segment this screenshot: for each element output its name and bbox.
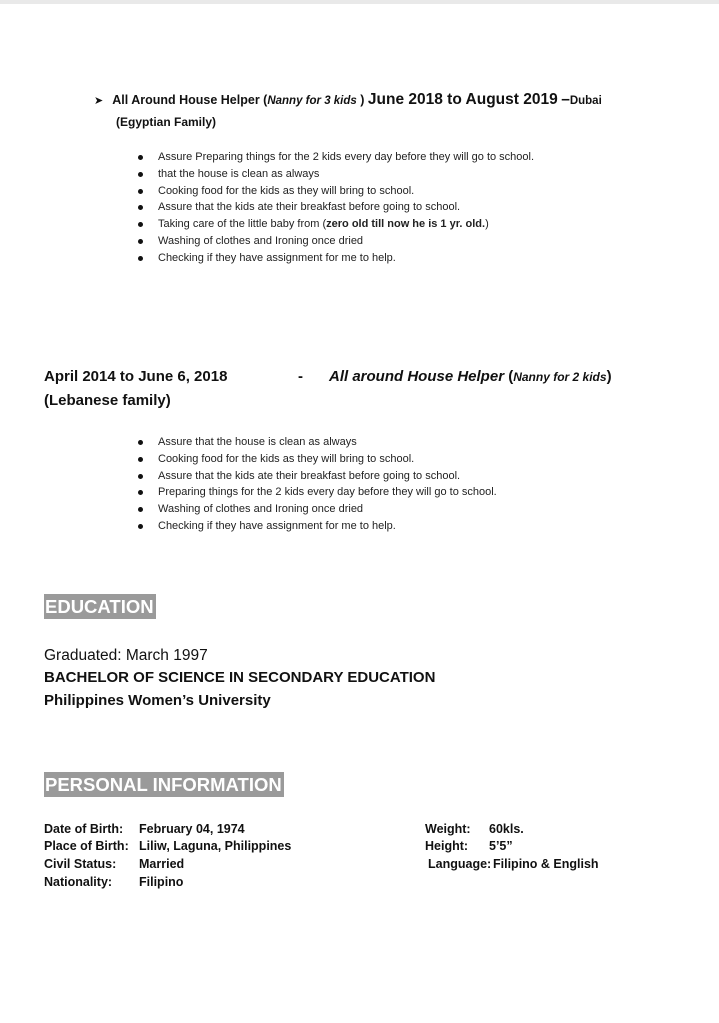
job1-title: All Around House Helper — [112, 93, 260, 107]
bullet-icon — [138, 474, 143, 479]
list-item: Cooking food for the kids as they will bring to school. — [138, 183, 534, 200]
nationality-value: Filipino — [139, 875, 184, 889]
bullet-icon — [138, 239, 143, 244]
list-item: Preparing things for the 2 kids every day before they will go to school. — [138, 484, 497, 501]
job2-duties-list — [138, 434, 497, 535]
language-label: Language: — [428, 857, 492, 871]
job1-duties-list — [138, 149, 534, 267]
civil-status-label: Civil Status: — [44, 857, 117, 871]
bullet-icon — [138, 490, 143, 495]
bullet-icon — [138, 205, 143, 210]
weight-value: 60kls. — [489, 822, 524, 836]
job2-dash: - — [298, 368, 303, 385]
bullet-icon — [138, 172, 143, 177]
list-item: Assure that the kids ate their breakfast before going to school. — [138, 199, 534, 216]
job1-location: Dubai — [569, 95, 602, 107]
bullet-icon — [138, 222, 143, 227]
job1-dates: June 2018 to August 2019 — [367, 91, 558, 108]
bullet-icon — [138, 507, 143, 512]
job1-family: (Egyptian Family) — [116, 115, 217, 129]
weight-label: Weight: — [425, 822, 471, 836]
education-header: EDUCATION — [45, 596, 154, 617]
height-label: Height: — [425, 839, 469, 853]
pob-label: Place of Birth: — [44, 839, 129, 853]
list-item: that the house is clean as always — [138, 166, 534, 183]
bullet-icon — [138, 457, 143, 462]
personal-info-header: PERSONAL INFORMATION — [45, 774, 282, 795]
job2-family: (Lebanese family) — [44, 392, 171, 409]
list-item: Cooking food for the kids as they will bring to school. — [138, 451, 497, 468]
bullet-icon — [138, 155, 143, 160]
list-item: Washing of clothes and Ironing once dried — [138, 233, 534, 250]
job1-note: Nanny for 3 kids — [267, 95, 357, 107]
education-graduated: Graduated: March 1997 — [44, 647, 208, 664]
language-value: Filipino & English — [493, 857, 599, 871]
bullet-icon — [138, 440, 143, 445]
dob-label: Date of Birth: — [44, 822, 124, 836]
job2-heading: All around House Helper (Nanny for 2 kids) — [329, 368, 612, 385]
bullet-icon — [138, 524, 143, 529]
pob-value: Liliw, Laguna, Philippines — [139, 839, 292, 853]
dob-value: February 04, 1974 — [139, 822, 245, 836]
education-school: Philippines Women’s University — [44, 692, 271, 709]
list-item: Assure that the house is clean as always — [138, 434, 497, 451]
bullet-icon — [138, 256, 143, 261]
education-degree: BACHELOR OF SCIENCE IN SECONDARY EDUCATION — [44, 669, 436, 686]
civil-status-value: Married — [139, 857, 185, 871]
list-item: Checking if they have assignment for me to help. — [138, 250, 534, 267]
list-item: Assure that the kids ate their breakfast before going to school. — [138, 468, 497, 485]
list-item: Checking if they have assignment for me to help. — [138, 518, 497, 535]
nationality-label: Nationality: — [44, 875, 113, 889]
list-item: Washing of clothes and Ironing once dried — [138, 501, 497, 518]
job2-title: All around House Helper — [329, 368, 505, 385]
job1-heading: ➤ All Around House Helper (Nanny for 3 kids ) June 2018 to August 2019 –Dubai — [94, 91, 602, 108]
list-item: Taking care of the little baby from (zero old till now he is 1 yr. old.) — [138, 216, 534, 233]
list-item: Assure Preparing things for the 2 kids every day before they will go to school. — [138, 149, 534, 166]
job2-dates: April 2014 to June 6, 2018 — [44, 368, 228, 385]
top-shade — [0, 0, 719, 4]
height-value: 5’5” — [489, 839, 513, 853]
bullet-icon — [138, 189, 143, 194]
arrow-bullet-icon: ➤ — [94, 95, 104, 107]
job2-note: Nanny for 2 kids — [513, 370, 607, 384]
